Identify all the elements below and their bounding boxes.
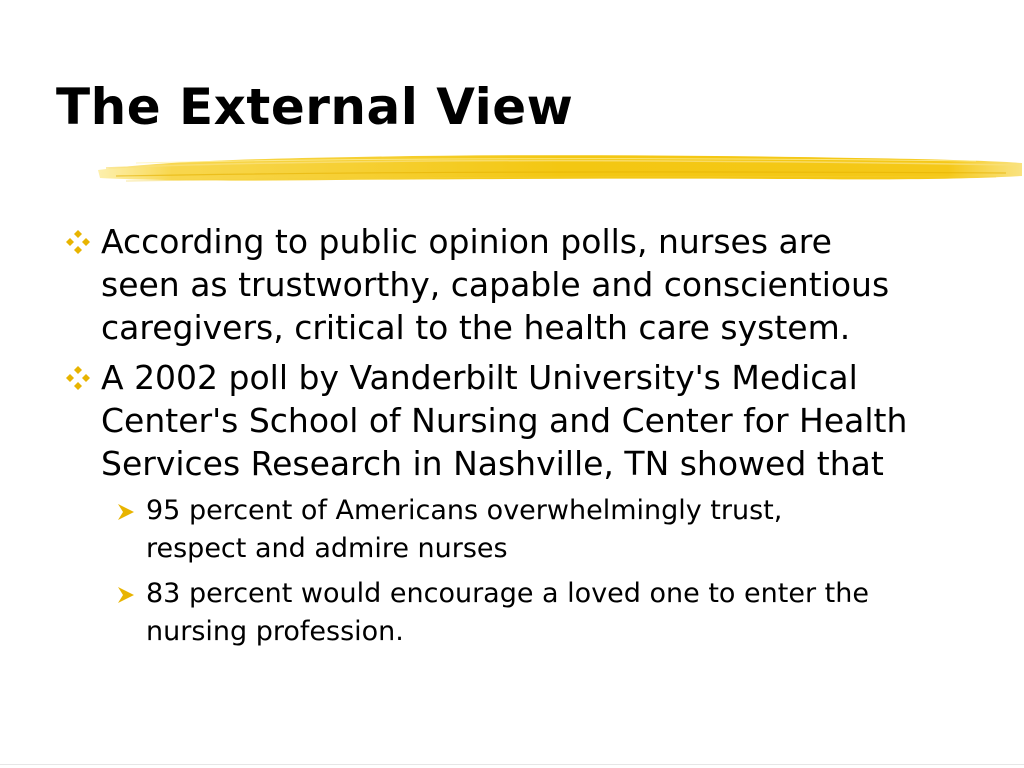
diamond-quad-bullet-icon	[65, 365, 91, 391]
bottom-edge-divider	[0, 764, 1024, 765]
bullet-item	[101, 220, 991, 349]
sub-bullet-item	[146, 575, 1006, 651]
sub-bullet-item	[146, 492, 1006, 568]
diamond-quad-bullet-icon	[65, 229, 91, 255]
arrow-bullet-icon	[116, 502, 136, 522]
bullet-text: According to public opinion polls, nurses are seen as trustworthy, capable and conscientious caregivers, critical to the health care system.	[101, 222, 890, 347]
title-underline-brush-stroke	[96, 146, 1024, 190]
sub-bullet-text: 83 percent would encourage a loved one to enter the nursing profession.	[146, 578, 869, 647]
arrow-bullet-icon	[116, 585, 136, 605]
bullet-item	[101, 356, 991, 485]
slide-title: The External View	[56, 78, 574, 136]
sub-bullet-text: 95 percent of Americans overwhelmingly trust, respect and admire nurses	[146, 495, 783, 564]
bullet-text: A 2002 poll by Vanderbilt University's Medical Center's School of Nursing and Center for Health Services Research in Nashville, TN showed that	[101, 358, 908, 483]
